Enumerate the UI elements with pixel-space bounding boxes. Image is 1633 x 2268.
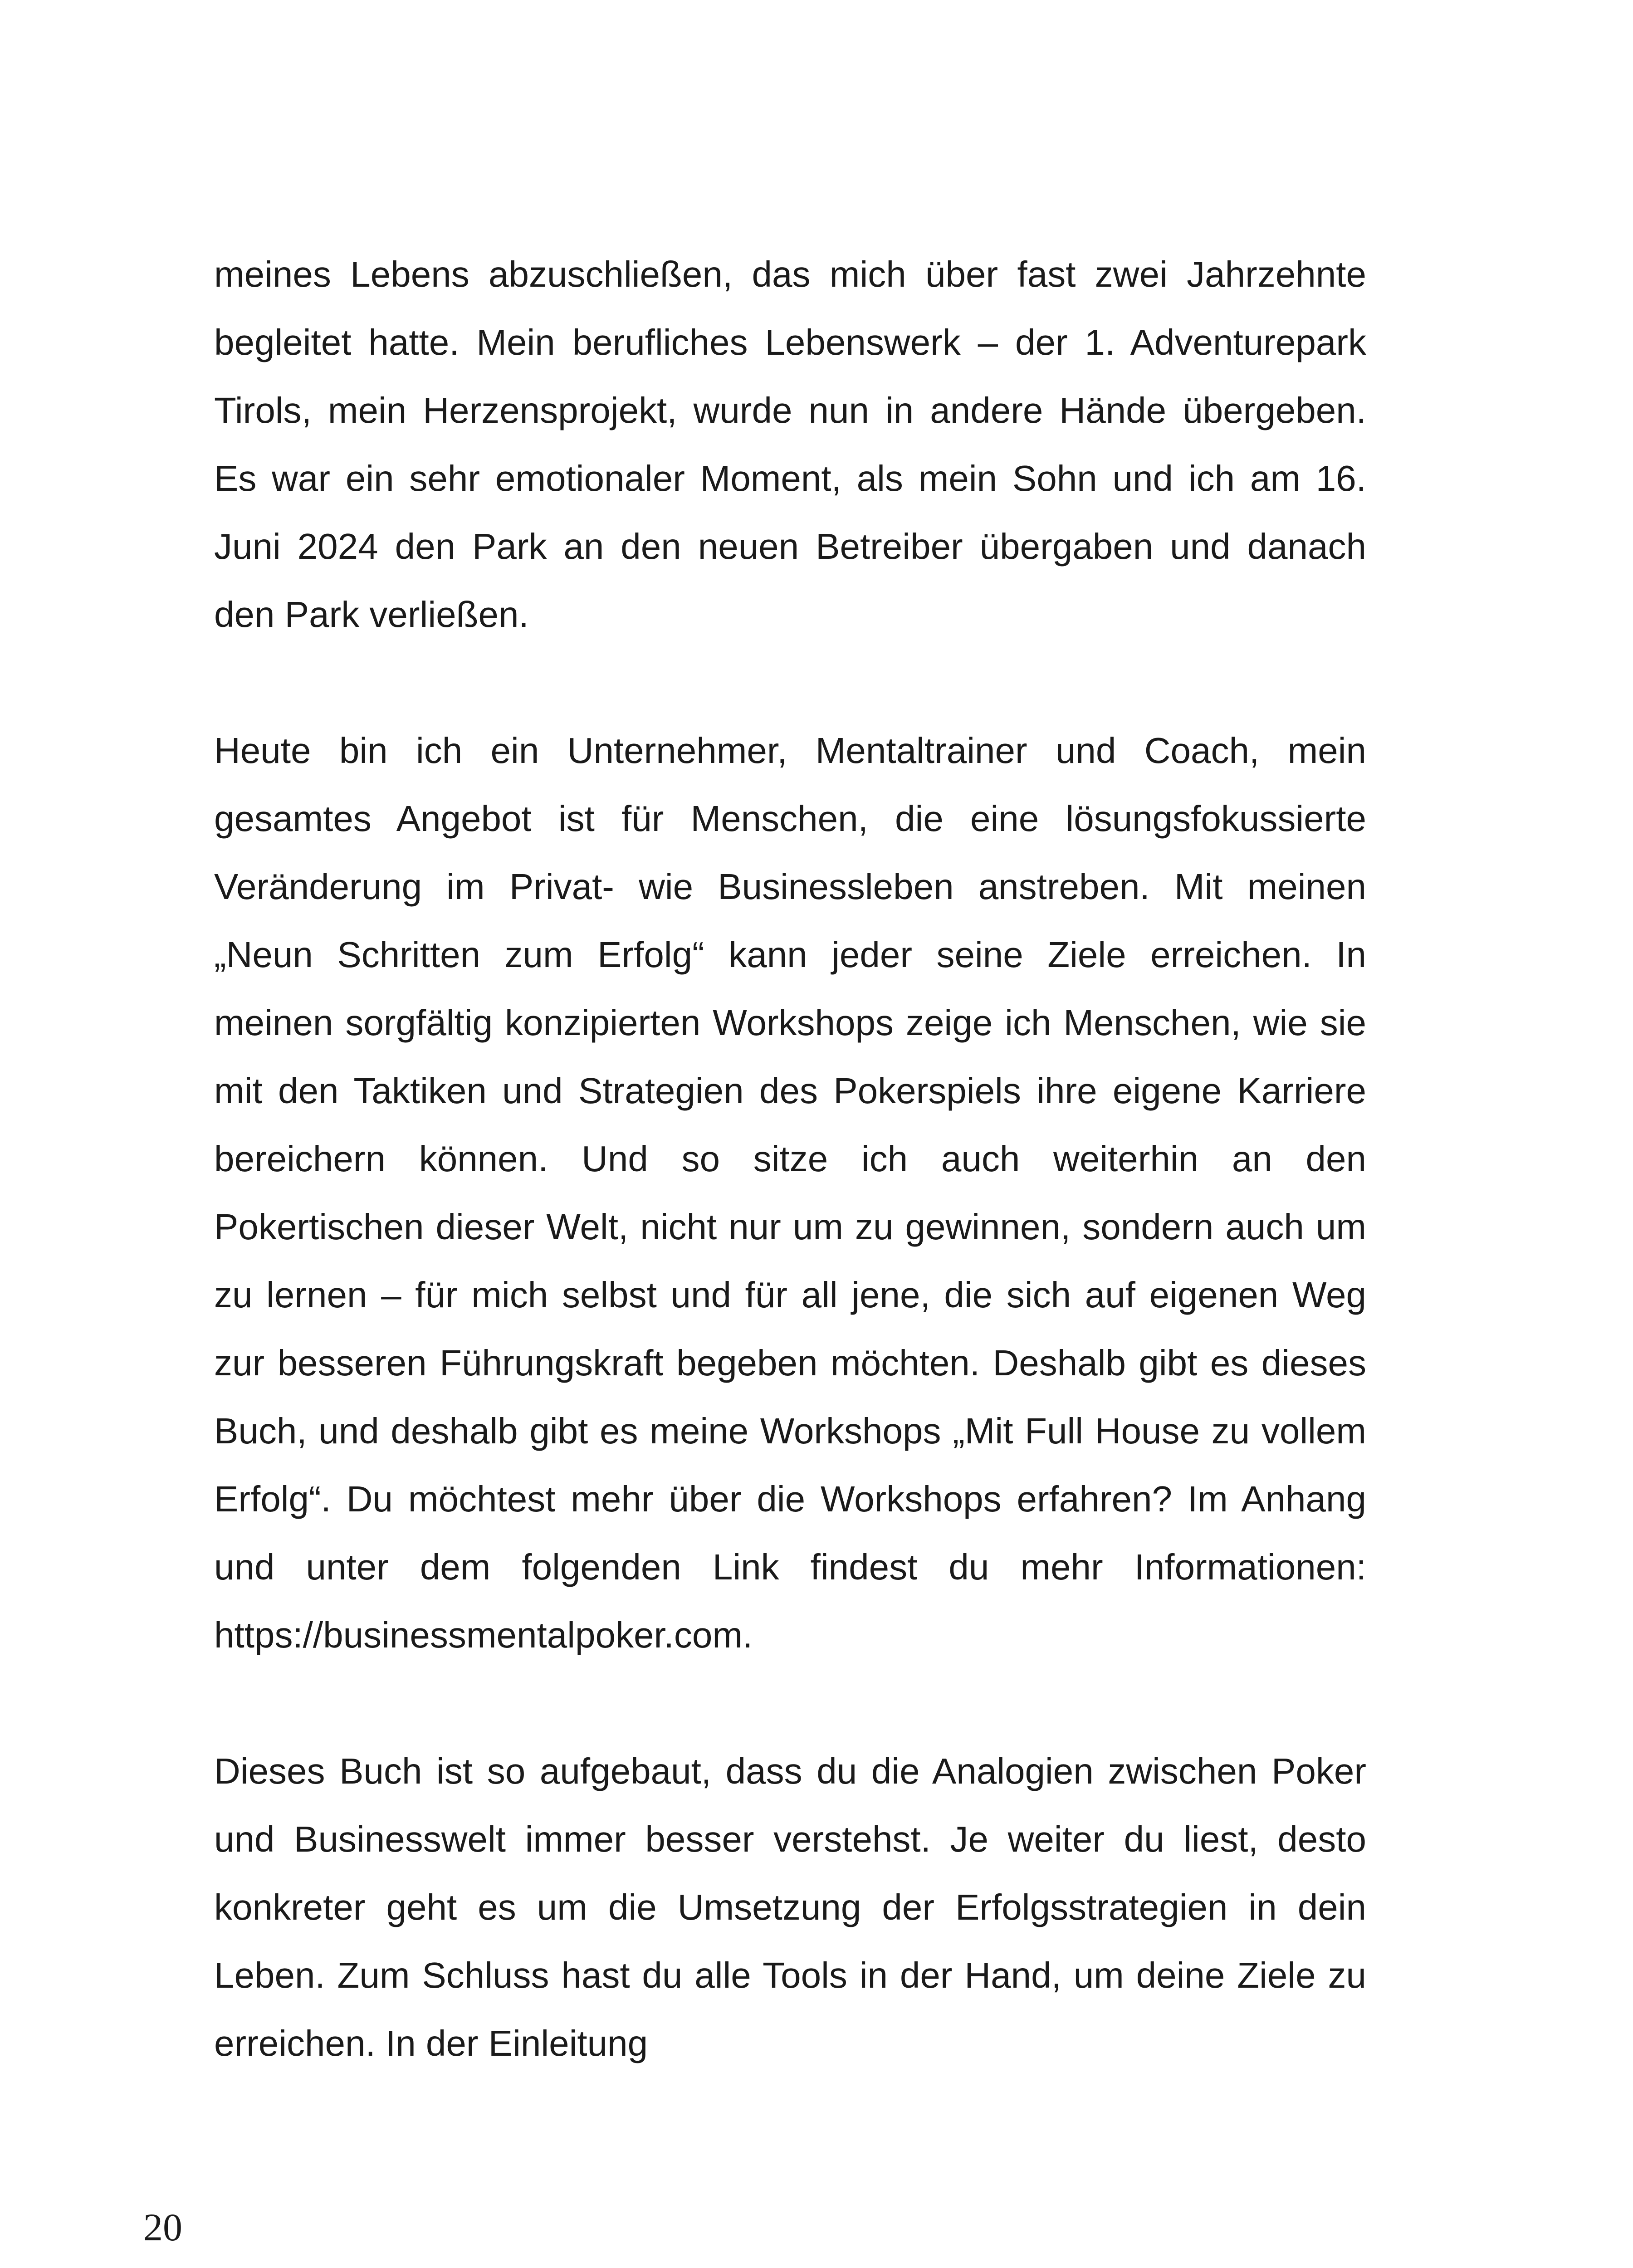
paragraph-1: meines Lebens abzuschließen, das mich über fast zwei Jahrzehnte begleitet hatte. Mein berufliches Lebenswerk – der 1. Adventurepark Tirols, mein Herzensprojekt, wurde nun in andere Hände übergeben. Es war ein sehr emotionaler Moment, als mein Sohn und ich am 16. Juni 2024 den Park an den neuen Betreiber übergaben und danach den Park verließen. bbox=[214, 254, 1366, 635]
page-number: 20 bbox=[143, 2205, 182, 2249]
body-text bbox=[214, 240, 1366, 2077]
paragraph-2: Heute bin ich ein Unternehmer, Mentaltrainer und Coach, mein gesamtes Angebot ist für Menschen, die eine lösungsfokussierte Veränderung im Privat- wie Businessleben anstreben. Mit meinen „Neun Schritten zum Erfolg“ kann jeder seine Ziele erreichen. In meinen sorgfältig konzipierten Workshops zeige ich Menschen, wie sie mit den Taktiken und Strategien des Pokerspiels ihre eigene Karriere bereichern können. Und so sitze ich auch weiterhin an den Pokertischen dieser Welt, nicht nur um zu gewinnen, sondern auch um zu lernen – für mich selbst und für all jene, die sich auf eigenen Weg zur besseren Führungskraft begeben möchten. Deshalb gibt es dieses Buch, und deshalb gibt es meine Workshops „Mit Full House zu vollem Erfolg“. Du möchtest mehr über die Workshops erfahren? Im Anhang und unter dem folgenden Link findest du mehr Informationen: https://businessmentalpoker.com. bbox=[214, 730, 1366, 1655]
paragraph-3: Dieses Buch ist so aufgebaut, dass du die Analogien zwischen Poker und Businesswelt immer besser verstehst. Je weiter du liest, desto konkreter geht es um die Umsetzung der Erfolgsstrategien in dein Leben. Zum Schluss hast du alle Tools in der Hand, um deine Ziele zu erreichen. In der Einleitung bbox=[214, 1751, 1366, 2063]
